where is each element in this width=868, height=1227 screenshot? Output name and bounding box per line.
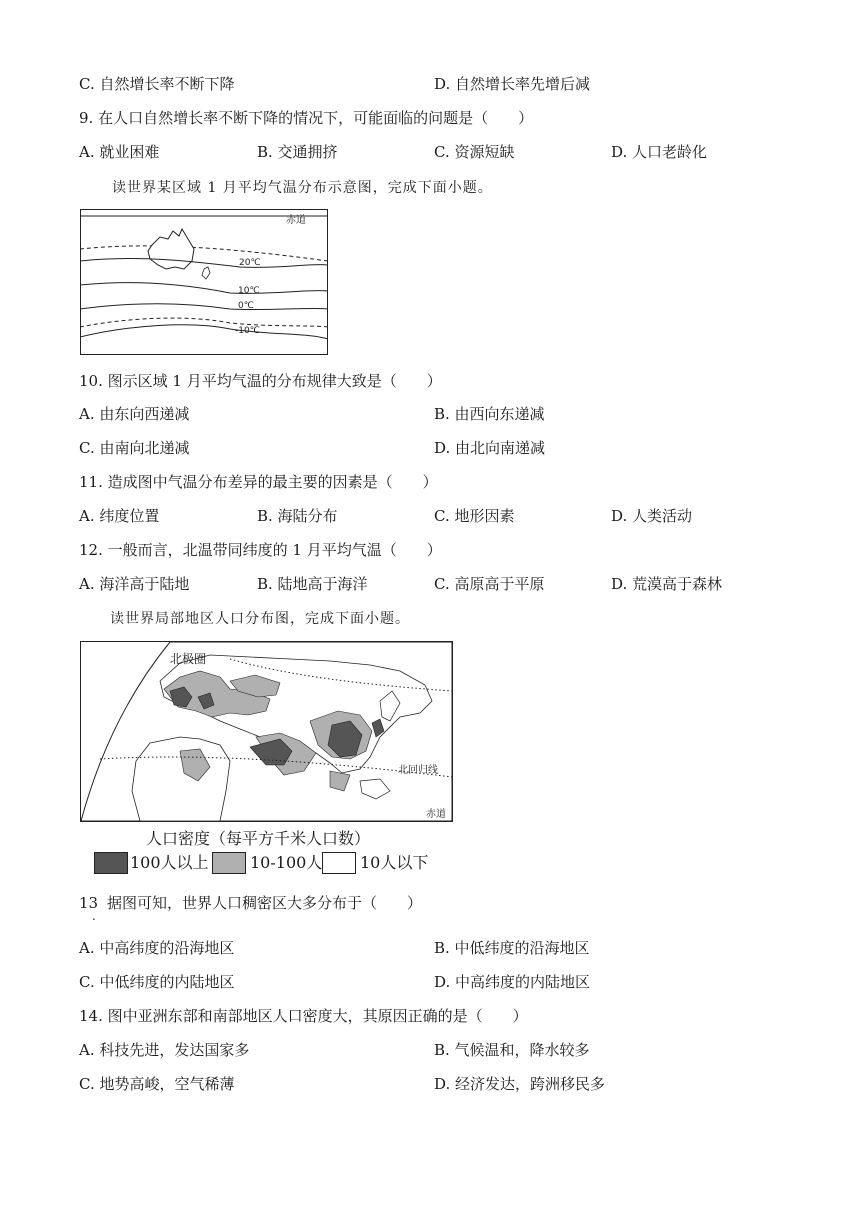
legend-label-medium: 10-100人 bbox=[250, 853, 323, 872]
q11-option-a: A. 纬度位置 bbox=[79, 507, 160, 525]
q14-option-b: B. 气候温和，降水较多 bbox=[434, 1041, 590, 1059]
legend-swatch-high bbox=[94, 852, 128, 874]
isotherm-20-label: 20℃ bbox=[239, 258, 261, 268]
q10-option-b: B. 由西向东递减 bbox=[434, 405, 545, 423]
legend-swatch-medium bbox=[212, 852, 246, 874]
q11-stem: 11. 造成图中气温分布差异的最主要的因素是（ ） bbox=[79, 473, 438, 491]
q11-option-b: B. 海陆分布 bbox=[257, 507, 338, 525]
intro-temperature-map: 读世界某区域 1 月平均气温分布示意图，完成下面小题。 bbox=[112, 180, 493, 196]
q9-option-a: A. 就业困难 bbox=[79, 143, 160, 161]
intro-population-map: 读世界局部地区人口分布图，完成下面小题。 bbox=[110, 611, 410, 627]
q12-stem: 12. 一般而言，北温带同纬度的 1 月平均气温（ ） bbox=[79, 541, 442, 559]
equator-label: 赤道 bbox=[286, 215, 306, 226]
q9-option-d: D. 人口老龄化 bbox=[611, 143, 708, 161]
q14-stem: 14. 图中亚洲东部和南部地区人口密度大，其原因正确的是（ ） bbox=[79, 1007, 528, 1025]
q10-option-c: C. 由南向北递减 bbox=[79, 439, 190, 457]
q12-option-c: C. 高原高于平原 bbox=[434, 575, 545, 593]
q14-option-c: C. 地势高峻，空气稀薄 bbox=[79, 1075, 235, 1093]
q9-option-c: C. 资源短缺 bbox=[434, 143, 515, 161]
q13-option-b: B. 中低纬度的沿海地区 bbox=[434, 939, 590, 957]
q13-dot: . bbox=[92, 909, 96, 923]
q14-option-d: D. 经济发达，跨洲移民多 bbox=[434, 1075, 606, 1093]
population-map bbox=[80, 641, 453, 822]
q13-option-d: D. 中高纬度的内陆地区 bbox=[434, 973, 591, 991]
temperature-map bbox=[80, 209, 328, 355]
isotherm-10-label: 10℃ bbox=[238, 286, 260, 296]
q10-stem: 10. 图示区域 1 月平均气温的分布规律大致是（ ） bbox=[79, 372, 442, 390]
q11-option-d: D. 人类活动 bbox=[611, 507, 693, 525]
q12-option-b: B. 陆地高于海洋 bbox=[257, 575, 368, 593]
q13-option-c: C. 中低纬度的内陆地区 bbox=[79, 973, 235, 991]
tropic-label: 北回归线 bbox=[398, 765, 438, 776]
q8-option-d: D. 自然增长率先增后减 bbox=[434, 75, 591, 93]
q12-option-d: D. 荒漠高于森林 bbox=[611, 575, 723, 593]
q11-option-c: C. 地形因素 bbox=[434, 507, 515, 525]
equator-label-map2: 赤道 bbox=[426, 809, 446, 820]
q13-number: 13 bbox=[79, 894, 99, 912]
legend-title: 人口密度（每平方千米人口数） bbox=[146, 829, 371, 848]
q14-option-a: A. 科技先进，发达国家多 bbox=[79, 1041, 250, 1059]
isotherm-minus10-label: -10℃ bbox=[235, 326, 260, 336]
q9-stem: 9. 在人口自然增长率不断下降的情况下，可能面临的问题是（ ） bbox=[79, 109, 534, 127]
isotherm-0-label: 0℃ bbox=[238, 301, 254, 311]
q13-option-a: A. 中高纬度的沿海地区 bbox=[79, 939, 235, 957]
legend-label-low: 10人以下 bbox=[360, 853, 429, 872]
q8-option-c: C. 自然增长率不断下降 bbox=[79, 75, 235, 93]
legend-label-high: 100人以上 bbox=[130, 853, 209, 872]
q10-option-a: A. 由东向西递减 bbox=[79, 405, 190, 423]
arctic-circle-label: 北极圈 bbox=[170, 652, 207, 666]
q10-option-d: D. 由北向南递减 bbox=[434, 439, 546, 457]
africa-land bbox=[132, 737, 230, 821]
q12-option-a: A. 海洋高于陆地 bbox=[79, 575, 190, 593]
q9-option-b: B. 交通拥挤 bbox=[257, 143, 338, 161]
q13-stem: 据图可知，世界人口稠密区大多分布于（ ） bbox=[107, 894, 423, 912]
legend-swatch-low bbox=[322, 852, 356, 874]
